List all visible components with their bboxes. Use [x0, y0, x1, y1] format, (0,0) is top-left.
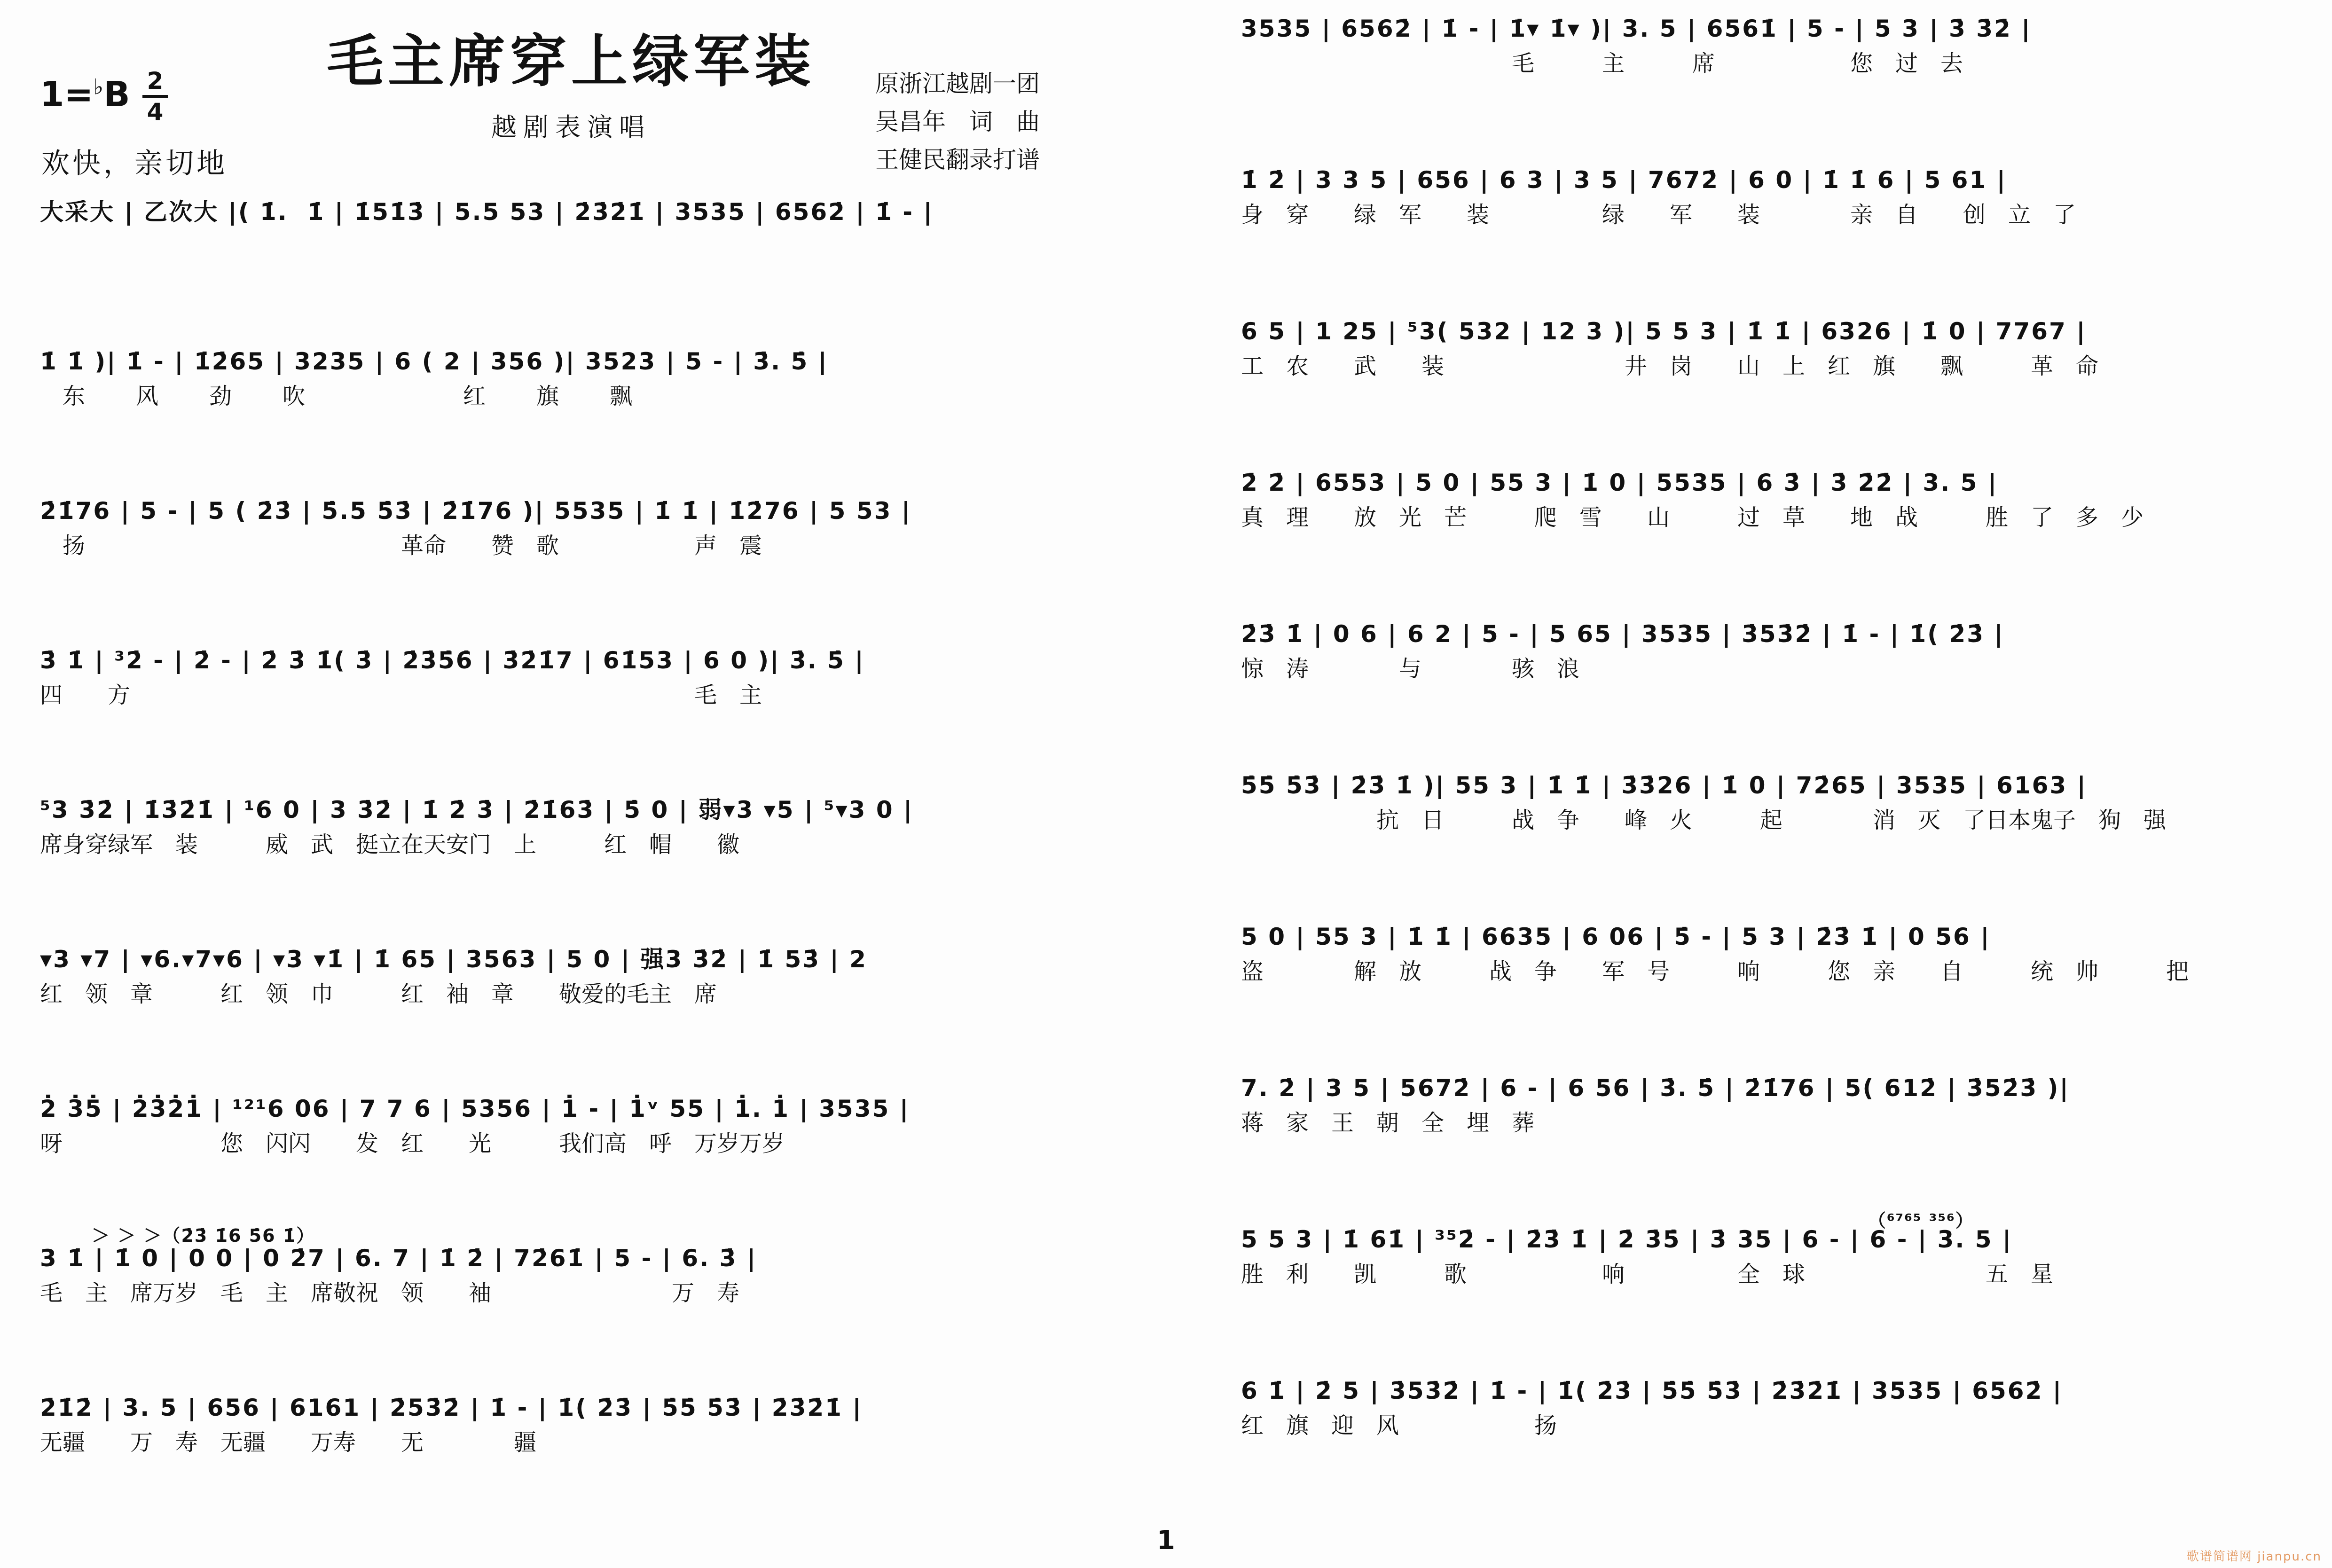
- music-system: [40, 1225, 1131, 1393]
- lyrics-line: 无疆 万 寿 无疆 万寿 无 疆: [40, 1430, 537, 1455]
- notation-line: ⁵3 3̇2̇ | 1̇3̇2̇1̇ | ¹6 0 | 3 3̇2̇ | 1̇ 2̇ 3̇ | 2̇1̇63̇ | 5̇ 0 | 弱▾3 ▾5 | ⁵▾3 0 |: [40, 796, 914, 823]
- meter-denominator: 4: [147, 98, 164, 125]
- credit-line: 王健民翻录打谱: [875, 147, 1040, 173]
- right-column: [1241, 14, 2322, 1528]
- page-number: 1: [1157, 1525, 1175, 1556]
- lyrics-line: 惊 涛 与 骇 浪: [1241, 656, 1580, 682]
- lyrics-line: 东 风 劲 吹 红 旗 飘: [40, 384, 633, 409]
- music-system: [1241, 165, 2322, 317]
- credits-block: [875, 65, 1040, 179]
- music-system: [1241, 771, 2322, 922]
- notation-line: ▾3 ▾7 | ▾6.▾7▾6 | ▾3 ▾1̇ | 1̇ 65 | 3563 | 5 0 | 强3 3̇2̇ | 1̇ 53̇ | 2: [40, 946, 867, 973]
- lyrics-line: 蒋 家 王 朝 全 埋 葬: [1241, 1110, 1535, 1136]
- notation-line: 5 0 | 55 3 | 1̇ 1̇ | 6635 | 6 06 | 5̇ - | 5 3 | 2̇3̇ 1̇ | 0 56 |: [1241, 923, 1991, 950]
- lyrics-line: 盗 解 放 战 争 军 号 响 您 亲 自 统 帅 把: [1241, 959, 2189, 984]
- watermark: 歌谱简谱网 jianpu.cn: [2186, 1550, 2322, 1564]
- music-system: [1241, 14, 2322, 165]
- music-system: [40, 945, 1131, 1094]
- music-system: [1241, 922, 2322, 1074]
- music-system: [1241, 619, 2322, 771]
- grace-cue-line: （⁶⁷⁶⁵ ³⁵⁶）: [1868, 1210, 1974, 1231]
- music-system: [40, 197, 1131, 347]
- notation-line: 3 1̇ | 1̇ 0 | 0 0 | 0 2̇7 | 6. 7 | 1̇ 2̇ | 72̇61̇ | 5 - | 6. 3̇ |: [40, 1245, 757, 1272]
- lyrics-line: 真 理 放 光 芒 爬 雪 山 过 草 地 战 胜 了 多 少: [1241, 505, 2144, 530]
- lyrics-line: 工 农 武 装 井 岗 山 上 红 旗 飘 革 命: [1241, 353, 2099, 379]
- notation-line: 大采大 | 乙次大 |( 1̇. 1̇ | 1̇51̇3̇ | 5.5 53 | 2̇3̇2̇1̇ | 3535 | 6562̇ | 1̇ - |: [40, 198, 934, 226]
- music-system: [1241, 1210, 2322, 1376]
- left-column: [40, 197, 1131, 1543]
- tempo-marking: 欢快，亲切地: [41, 148, 228, 179]
- notation-line: 3535 | 6562̇ | 1̇ - | 1̇▾ 1̇▾ )| 3. 5 | 6561̇ | 5 - | 5 3 | 3̇ 3̇2̇ |: [1241, 15, 2032, 42]
- key-label: 1=: [40, 74, 94, 115]
- notation-line: 6 1̇ | 2̇ 5 | 3̇53̇2̇ | 1̇ - | 1̇( 2̇3̇ | 5̇5̇ 5̇3̇ | 2̇3̇2̇1̇ | 3535 | 6562̇ |: [1241, 1377, 2063, 1404]
- key-signature: [40, 68, 168, 125]
- grace-cue-line: ＞ ＞ ＞（2̇3̇ 1̇6 5̇6 1̇）: [92, 1225, 315, 1246]
- lyrics-line: 呀 您 闪闪 发 红 光 我们高 呼 万岁万岁: [40, 1131, 785, 1156]
- music-system: [40, 1393, 1131, 1543]
- music-system: [40, 646, 1131, 795]
- music-system: [1241, 468, 2322, 619]
- notation-line: 5 5 3 | 1̇ 61̇ | ³⁵2̇ - | 2̇3̇ 1̇ | 2̇ 3̇5̇ | 3̇ 35 | 6 - | 6 - | 3. 5 |: [1241, 1226, 2013, 1253]
- lyrics-line: 毛 主 席 您 过 去: [1241, 51, 1963, 76]
- lyrics-line: 红 领 章 红 领 巾 红 袖 章 敬爱的毛主 席: [40, 981, 717, 1007]
- music-system: [40, 795, 1131, 945]
- notation-line: 2̇ 3̇5̇ | 2̇3̇2̇1̇ | ¹²¹6 06 | 7 7 6 | 5356 | 1̇ - | 1̇ᵛ 55 | 1̇. 1̇ | 3535 |: [40, 1095, 910, 1122]
- lyrics-line: 毛 主 席万岁 毛 主 席敬祝 领 袖 万 寿: [40, 1280, 740, 1306]
- notation-line: 3̇ 1̇ | ³2̇ - | 2̇ - | 2̇ 3̇ 1̇( 3̇ | 2̇3̇5̇6̇ | 3̇2̇1̇7 | 61̇53 | 6 0 )| 3̇. 5̇ |: [40, 647, 865, 674]
- meter-numerator: 2: [142, 68, 168, 98]
- credit-line: 原浙江越剧一团: [875, 71, 1040, 97]
- lyrics-line: 身 穿 绿 军 装 绿 军 装 亲 自 创 立 了: [1241, 202, 2076, 227]
- music-system: [40, 496, 1131, 646]
- lyrics-line: 扬 革命 赞 歌 声 震: [40, 533, 762, 558]
- lyrics-line: 红 旗 迎 风 扬: [1241, 1413, 1557, 1438]
- notation-line: 5̇5̇ 5̇3̇ | 2̇3̇ 1̇ )| 55 3 | 1̇ 1̇ | 3̇3̇26 | 1̇ 0 | 72̇65 | 3535 | 6163 |: [1241, 772, 2087, 799]
- lyrics-line: 抗 日 战 争 峰 火 起 消 灭 了日本鬼子 狗 强: [1241, 808, 2167, 833]
- credit-line: 吴昌年 词 曲: [875, 109, 1040, 135]
- lyrics-line: 席身穿绿军 装 威 武 挺立在天安门 上 红 帽 徽: [40, 832, 740, 857]
- music-system: [1241, 1376, 2322, 1528]
- music-system: [40, 347, 1131, 496]
- notation-line: 2̇3̇ 1̇ | 0 6 | 6 2 | 5 - | 5 65 | 3535 | 3̇53̇2̇ | 1̇ - | 1̇( 2̇3̇ |: [1241, 620, 2004, 648]
- lyrics-line: 四 方 毛 主: [40, 682, 762, 708]
- time-signature: [142, 68, 168, 125]
- notation-line: 7. 2̇ | 3 5 | 5672̇ | 6 - | 6 56 | 3̇. 5̇ | 2̇1̇76 | 5( 612̇ | 3̇52̇3̇ )|: [1241, 1074, 2070, 1102]
- notation-line: 2̇1̇76 | 5 - | 5 ( 2̇3̇ | 5̇.5 5̇3̇ | 2̇1̇76 )| 5535 | 1̇ 1̇ | 1̇2̇76 | 5 53 |: [40, 497, 912, 525]
- lyrics-line: 胜 利 凯 歌 响 全 球 五 星: [1241, 1262, 2054, 1287]
- notation-line: 2̇ 2̇ | 6553 | 5 0 | 55 3 | 1̇ 0 | 5535 | 6 3̇ | 3̇ 2̇2̇ | 3. 5 |: [1241, 469, 1998, 496]
- music-system: [1241, 317, 2322, 468]
- flat-sign: ♭: [93, 74, 104, 100]
- score-subtitle: 越剧表演唱: [491, 113, 651, 141]
- music-system: [1241, 1074, 2322, 1225]
- notation-line: 1̇ 1̇ )| 1̇ - | 1̇2̇65 | 3235 | 6 ( 2 | 356 )| 3523 | 5 - | 3̇. 5̇ |: [40, 348, 828, 375]
- notation-line: 1̇ 2̇ | 3 3 5 | 656 | 6 3 | 3 5 | 7672̇ | 6 0 | 1̇ 1̇ 6 | 5 61 |: [1241, 166, 2007, 194]
- score-title: 毛主席穿上绿军装: [327, 31, 816, 93]
- notation-line: 2̇1̇2̇ | 3. 5 | 656 | 6161 | 2̇53̇2̇ | 1̇ - | 1̇( 2̇3̇ | 5̇5̇ 5̇3̇ | 2̇3̇2̇1̇ |: [40, 1394, 863, 1421]
- key-letter: B: [103, 74, 130, 115]
- notation-line: 6 5 | 1 25 | ⁵3( 532 | 12 3 )| 5 5 3 | 1̇ 1̇ | 6326 | 1̇ 0 | 7767 |: [1241, 318, 2087, 345]
